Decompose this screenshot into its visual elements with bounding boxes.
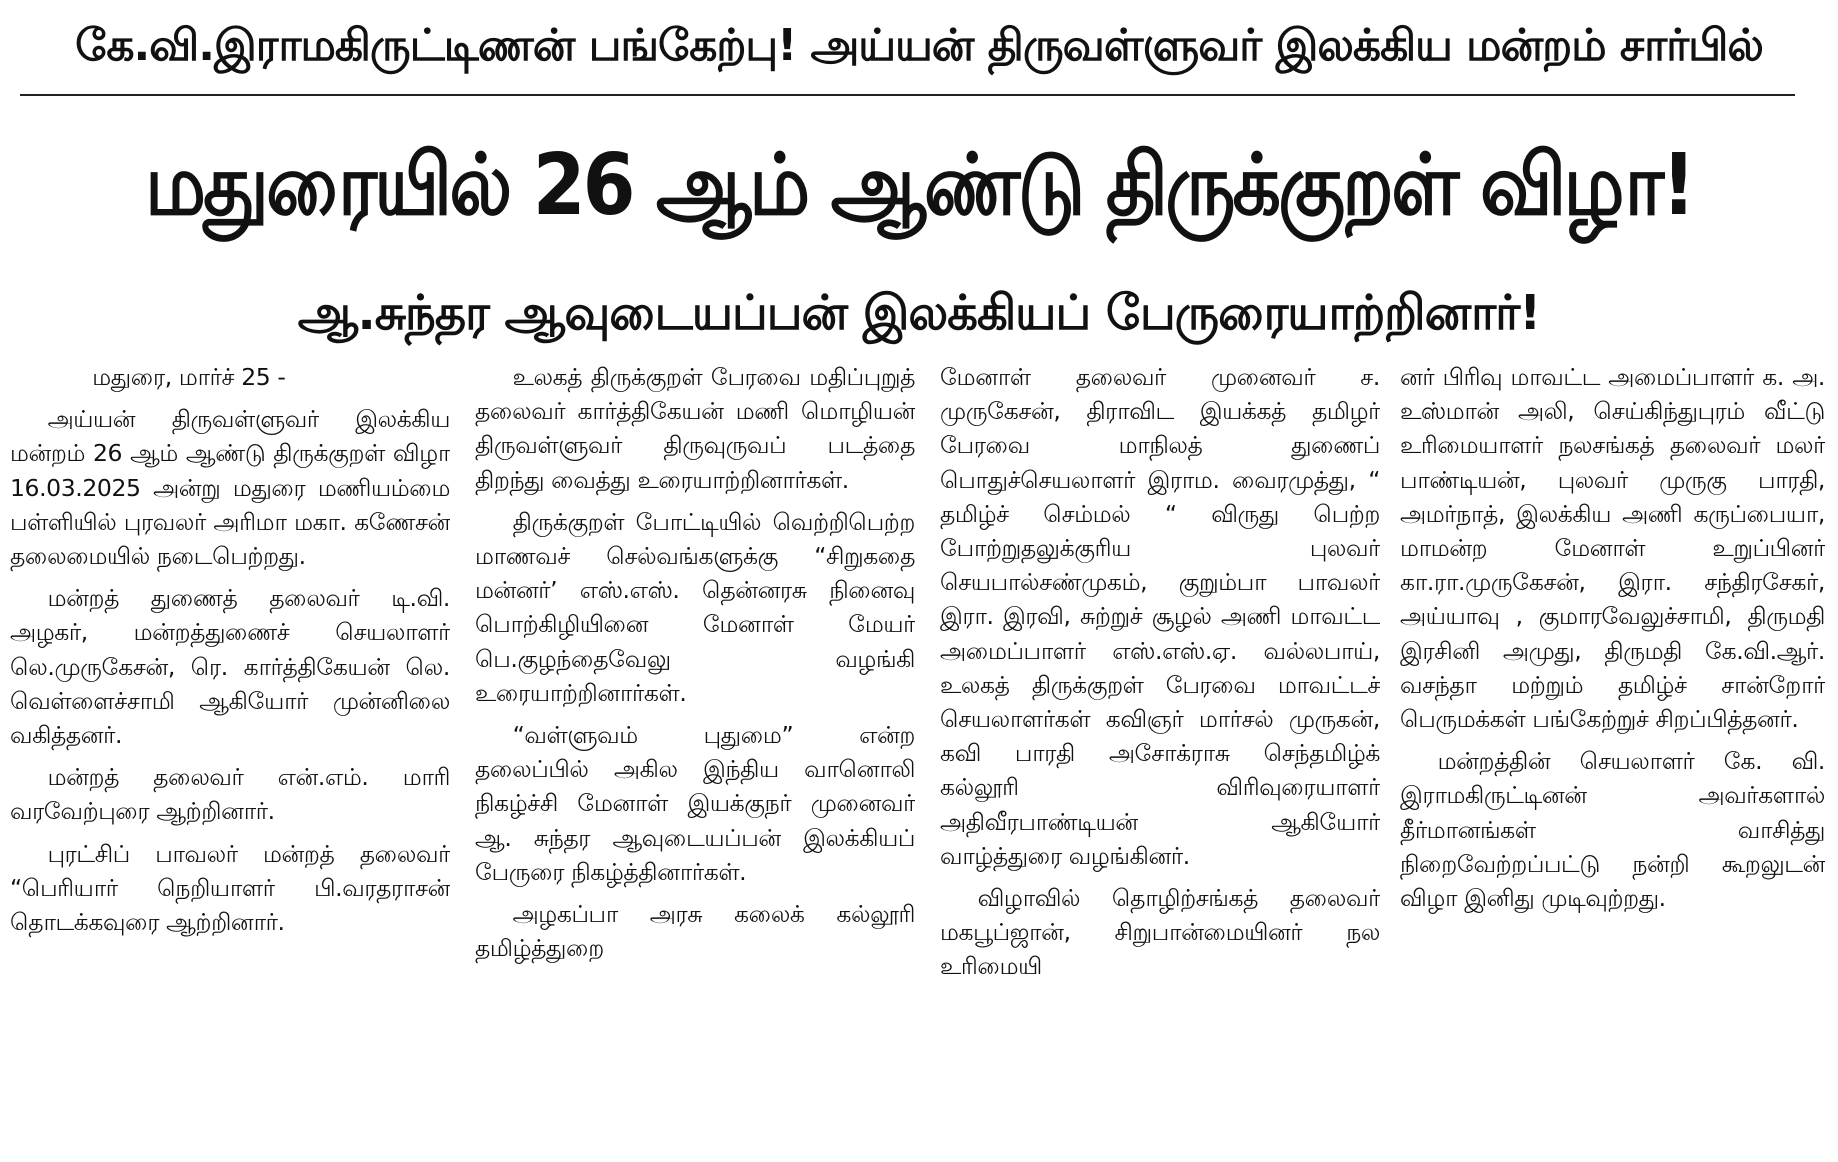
paragraph: னர் பிரிவு மாவட்ட அமைப்பாளர் க. அ. உஸ்மான் அலி, செய்கிந்துபுரம் வீட்டு உரிமையாளர் நலசங்கத் தலைவர் மலர் பாண்டியன், புலவர் முருகு பாரதி, அமர்நாத், இலக்கிய அணி கருப்பையா, மாமன்ற மேனாள் உறுப்பினர் கா.ரா.முருகேசன், இரா. சந்திரசேகர், அய்யாவு , குமாரவேலுச்சாமி, திருமதி இரசினி அமுது, திருமதி கே.வி.ஆர். வசந்தா மற்றும் தமிழ்ச் சான்றோர் பெருமக்கள் பங்கேற்றுச் சிறப்பித்தனர். [1400, 363, 1825, 734]
article-column-1 [10, 360, 450, 1160]
paragraph: மேனாள் தலைவர் முனைவர் ச. முருகேசன், திராவிட இயக்கத் தமிழர் பேரவை மாநிலத் துணைப் பொதுச்செயலாளர் இராம. வைரமுத்து, “ தமிழ்ச் செம்மல் “ விருது பெற்ற போற்றுதலுக்குரிய புலவர் செயபால்சண்முகம், குறும்பா பாவலர் இரா. இரவி, சுற்றுச் சூழல் அணி மாவட்ட அமைப்பாளர் எஸ்.எஸ்.ஏ. வல்லபாய், உலகத் திருக்குறள் பேரவை மாவட்டச் செயலாளர்கள் கவிஞர் மார்சல் முருகன், கவி பாரதி அசோக்ராசு செந்தமிழ்க் கல்லூரி விரிவுரையாளர் அதிவீரபாண்டியன் ஆகியோர் வாழ்த்துரை வழங்கினர். [940, 363, 1380, 870]
paragraph: மன்றத் தலைவர் என்.எம். மாரி வரவேற்புரை ஆற்றினார். [10, 763, 450, 826]
paragraph: மன்றத்தின் செயலாளர் கே. வி. இராமகிருட்டினன் அவர்களால் தீர்மானங்கள் வாசித்து நிறைவேற்றப்பட்டு நன்றி கூறலுடன் விழா இனிது முடிவுற்றது. [1400, 747, 1825, 913]
kicker-line: கே.வி.இராமகிருட்டிணன் பங்கேற்பு! அய்யன் திருவள்ளுவர் இலக்கிய மன்றம் சார்பில் [75, 20, 1763, 71]
paragraph: அழகப்பா அரசு கலைக் கல்லூரி தமிழ்த்துறை [475, 900, 915, 963]
paragraph: புரட்சிப் பாவலர் மன்றத் தலைவர் “பெரியார் நெறியாளர் பி.வரதராசன் தொடக்கவுரை ஆற்றினார். [10, 839, 450, 937]
paragraph: “வள்ளுவம் புதுமை” என்ற தலைப்பில் அகில இந்திய வானொலி நிகழ்ச்சி மேனாள் இயக்குநர் முனைவர் ஆ. சுந்தர ஆவுடையப்பன் இலக்கியப் பேருரை நிகழ்த்தினார்கள். [475, 721, 915, 886]
headline: மதுரையில் 26 ஆம் ஆண்டு திருக்குறள் விழா! [144, 134, 1694, 235]
paragraph: மன்றத் துணைத் தலைவர் டி.வி. அழகர், மன்றத்துணைச் செயலாளர் லெ.முருகேசன், ரெ. கார்த்திகேயன் லெ. வெள்ளைச்சாமி ஆகியோர் முன்னிலை வகித்தனர். [10, 584, 450, 750]
paragraph: உலகத் திருக்குறள் பேரவை மதிப்புறுத் தலைவர் கார்த்திகேயன் மணி மொழியன் திருவள்ளுவர் திருவுருவப் படத்தை திறந்து வைத்து உரையாற்றினார்கள். [475, 363, 915, 494]
header-rule [20, 94, 1795, 96]
article-column-2 [475, 360, 915, 1160]
paragraph: திருக்குறள் போட்டியில் வெற்றிபெற்ற மாணவச் செல்வங்களுக்கு “சிறுகதை மன்னர்’ எஸ்.எஸ். தென்னரசு நினைவு பொற்கிழியினை மேனாள் மேயர் பெ.குழந்தைவேலு வழங்கி உரையாற்றினார்கள். [475, 507, 915, 707]
dateline: மதுரை, மார்ச் 25 - [92, 363, 286, 391]
subheadline: ஆ.சுந்தர ஆவுடையப்பன் இலக்கியப் பேருரையாற்றினார்! [297, 285, 1541, 341]
article-column-3 [940, 360, 1380, 1160]
paragraph: அய்யன் திருவள்ளுவர் இலக்கிய மன்றம் 26 ஆம் ஆண்டு திருக்குறள் விழா 16.03.2025 அன்று மதுரை மணியம்மை பள்ளியில் புரவலர் அரிமா மகா. கணேசன் தலைமையில் நடைபெற்றது. [10, 405, 450, 571]
paragraph: விழாவில் தொழிற்சங்கத் தலைவர் மகபூப்ஜான், சிறுபான்மையினர் நல உரிமையி [940, 884, 1380, 981]
article-column-4 [1400, 360, 1825, 1160]
